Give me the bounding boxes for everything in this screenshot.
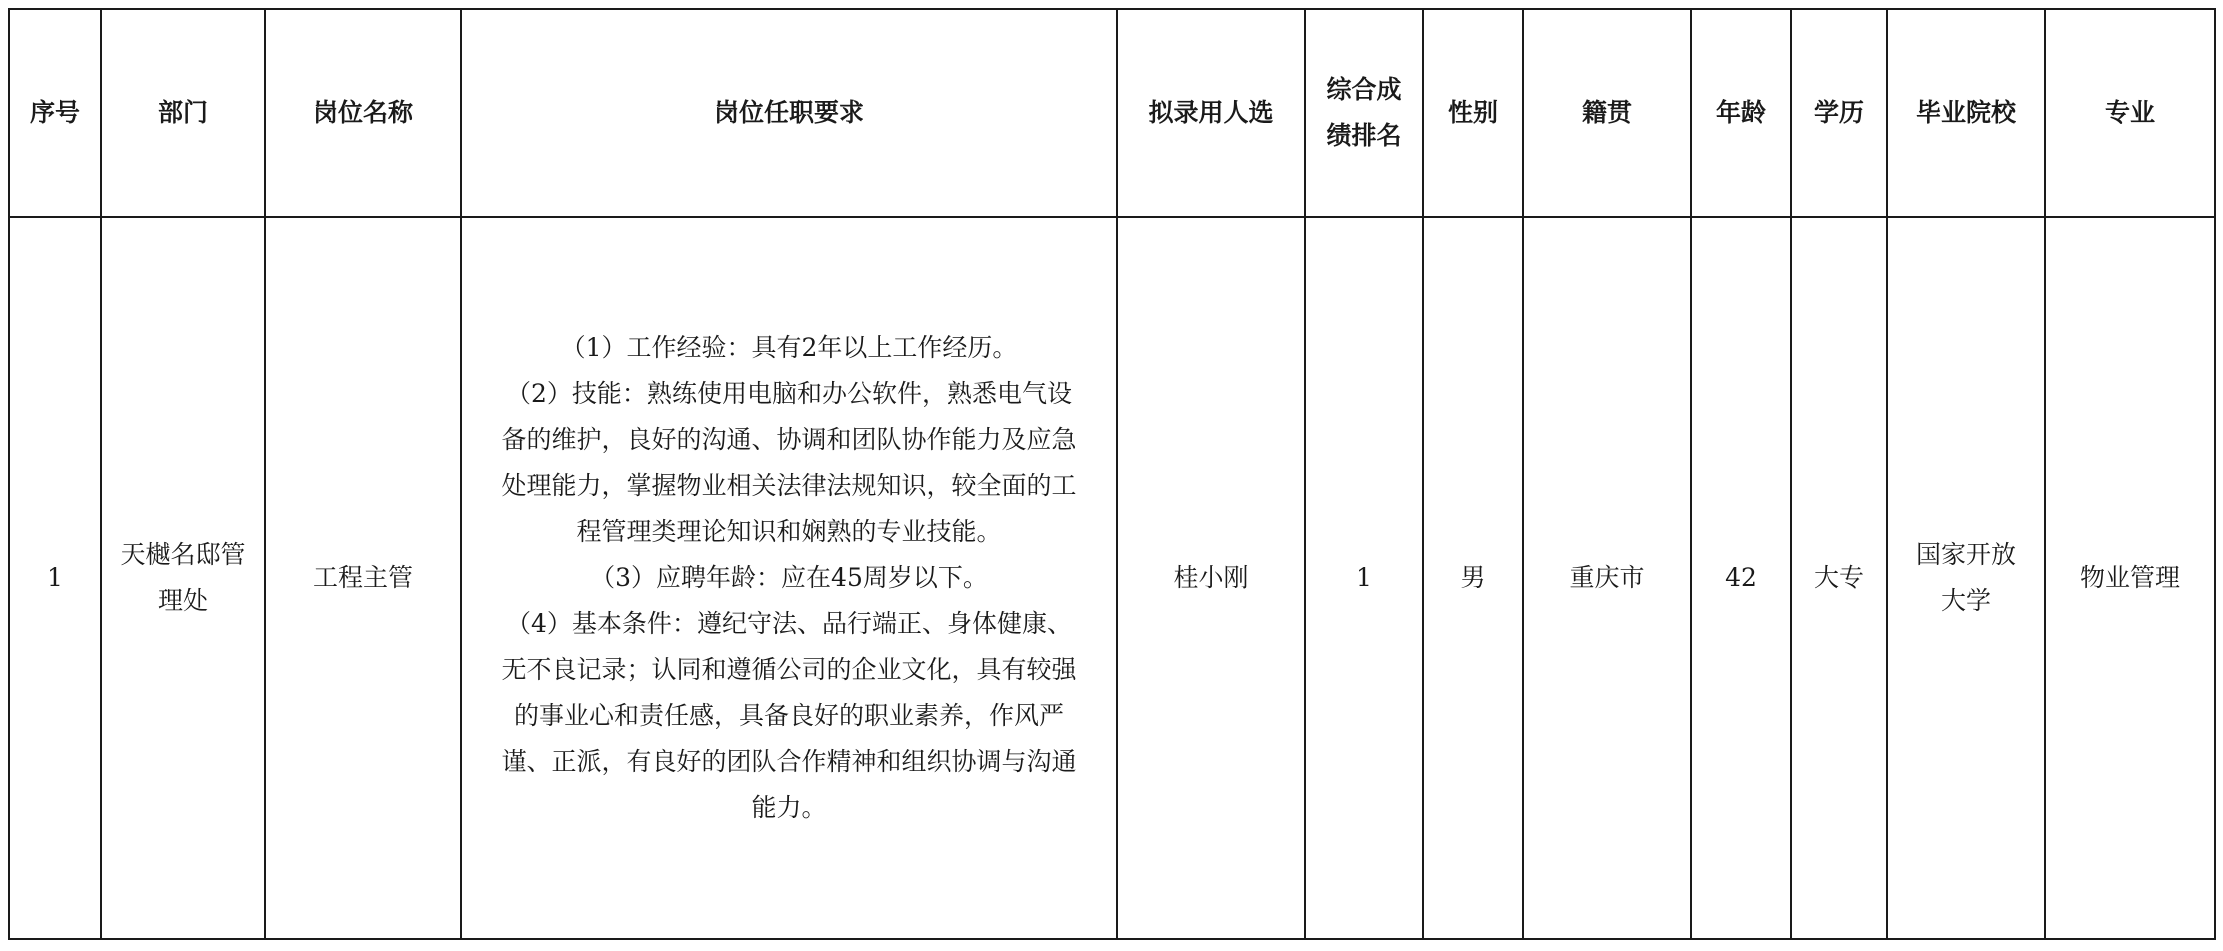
cell-dept-line1: 天樾名邸管 [120, 540, 246, 569]
header-rank-line2: 绩排名 [1326, 121, 1402, 150]
requirement-line: 的事业心和责任感，具备良好的职业素养，作风严 [513, 701, 1064, 730]
requirement-line: 处理能力，掌握物业相关法律法规知识，较全面的工 [501, 471, 1077, 500]
requirement-line: 谨、正派，有良好的团队合作精神和组织协调与沟通 [501, 747, 1077, 776]
cell-age: 42 [1691, 217, 1791, 939]
header-rank [1305, 9, 1423, 217]
header-requirements: 岗位任职要求 [461, 9, 1117, 217]
header-hometown: 籍贯 [1523, 9, 1691, 217]
cell-school [1887, 217, 2045, 939]
header-row [9, 9, 2215, 217]
header-candidate: 拟录用人选 [1117, 9, 1305, 217]
cell-candidate: 桂小刚 [1117, 217, 1305, 939]
cell-seq: 1 [9, 217, 101, 939]
cell-dept-line2: 理处 [157, 586, 208, 615]
cell-dept [101, 217, 265, 939]
requirement-line: （3）应聘年龄：应在45周岁以下。 [590, 563, 988, 592]
header-rank-line1: 综合成 [1326, 75, 1402, 104]
cell-rank: 1 [1305, 217, 1423, 939]
requirement-line: 能力。 [751, 793, 827, 822]
cell-school-line1: 国家开放 [1915, 540, 2016, 569]
cell-major: 物业管理 [2045, 217, 2215, 939]
requirement-line: （2）技能：熟练使用电脑和办公软件，熟悉电气设 [506, 379, 1072, 408]
cell-position: 工程主管 [265, 217, 461, 939]
requirement-line: （1）工作经验：具有2年以上工作经历。 [560, 333, 1018, 362]
header-age: 年龄 [1691, 9, 1791, 217]
header-gender: 性别 [1423, 9, 1523, 217]
cell-gender: 男 [1423, 217, 1523, 939]
cell-hometown: 重庆市 [1523, 217, 1691, 939]
candidate-table [8, 8, 2216, 940]
cell-education: 大专 [1791, 217, 1887, 939]
header-major: 专业 [2045, 9, 2215, 217]
header-school: 毕业院校 [1887, 9, 2045, 217]
header-education: 学历 [1791, 9, 1887, 217]
table-row [9, 217, 2215, 939]
requirement-line: 程管理类理论知识和娴熟的专业技能。 [576, 517, 1002, 546]
cell-school-line2: 大学 [1940, 586, 1991, 615]
requirement-line: （4）基本条件：遵纪守法、品行端正、身体健康、 [506, 609, 1072, 638]
header-seq: 序号 [9, 9, 101, 217]
requirement-line: 备的维护，良好的沟通、协调和团队协作能力及应急 [501, 425, 1077, 454]
cell-requirements [461, 217, 1117, 939]
header-dept: 部门 [101, 9, 265, 217]
header-position: 岗位名称 [265, 9, 461, 217]
requirement-line: 无不良记录；认同和遵循公司的企业文化，具有较强 [501, 655, 1077, 684]
